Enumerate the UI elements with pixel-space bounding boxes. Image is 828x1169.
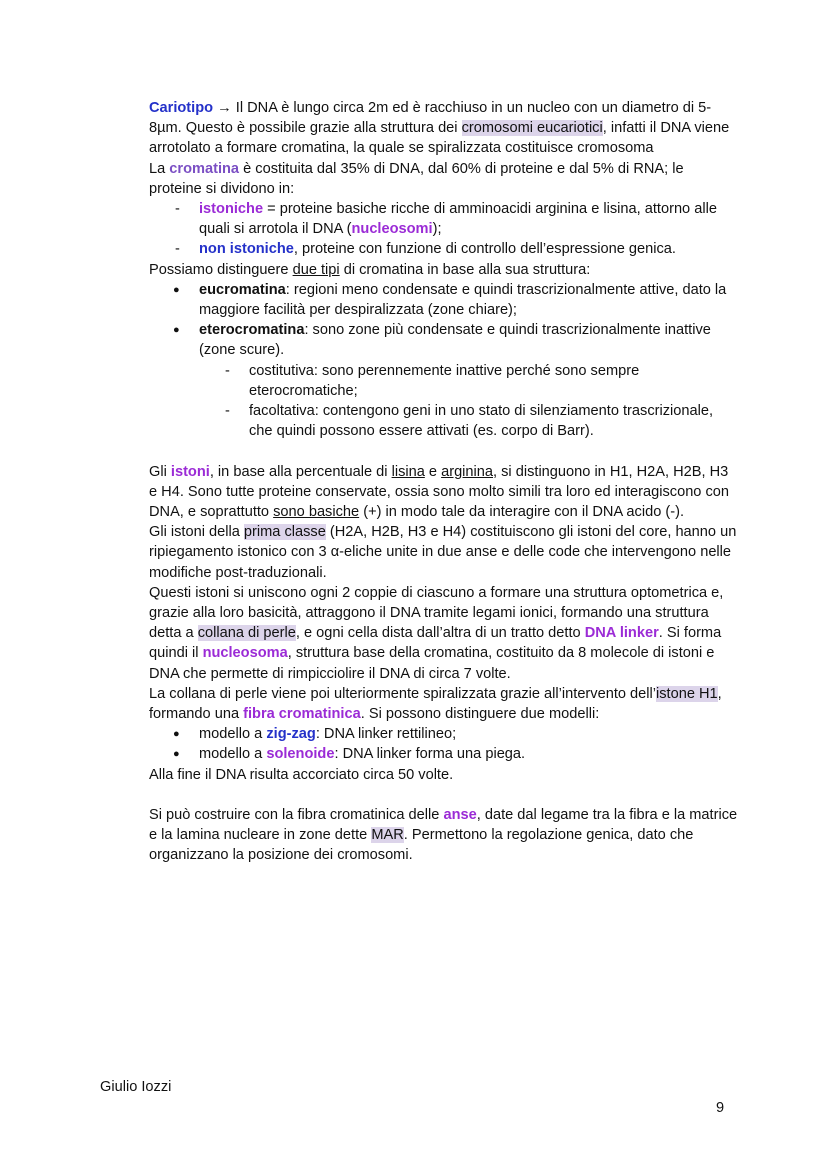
blank-line xyxy=(149,785,739,805)
text-span: . Si forma quindi il xyxy=(149,625,722,662)
term-non-istoniche: non istoniche xyxy=(199,241,294,258)
highlight-cromosomi: cromosomi eucariotici xyxy=(461,120,603,137)
text-span: , formando una xyxy=(149,685,722,723)
text-span: : DNA linker rettilineo; xyxy=(315,726,457,743)
paragraph-istoni xyxy=(149,462,739,523)
models-list xyxy=(149,724,739,764)
footer-author: Giulio Iozzi xyxy=(100,1079,172,1095)
paragraph-tipi xyxy=(149,260,739,280)
text-span: modello a xyxy=(199,726,263,743)
list-item-eucromatina xyxy=(149,280,739,320)
text-span: , proteine con funzione di controllo dell’espressione genica. xyxy=(293,241,676,258)
underline-arginina: arginina xyxy=(441,463,494,480)
highlight-collana-di-perle: collana di perle xyxy=(197,625,296,642)
underline-basiche: sono basiche xyxy=(273,504,360,521)
text-span: ); xyxy=(432,221,442,238)
list-item-non-istoniche xyxy=(149,239,739,259)
text-span: , struttura base della cromatina, costituito da 8 molecole di istoni e DNA che permette di rimpicciolire il DNA di circa 7 volte. xyxy=(149,645,715,682)
list-item-zig-zag xyxy=(149,724,739,744)
term-nucleosoma: nucleosoma xyxy=(202,645,288,662)
term-cariotipo: Cariotipo xyxy=(149,100,214,116)
list-item-costitutiva: - costitutiva: sono perennemente inattive perché sono sempre eterocromatiche; xyxy=(149,361,739,401)
text-span: Si può costruire con la fibra cromatinica delle xyxy=(149,807,440,824)
paragraph-cromatina xyxy=(149,159,739,199)
text-span: , in base alla percentuale di xyxy=(209,463,388,480)
text-span: : regioni meno condensate e quindi trascrizionalmente attive, dato la maggiore facilità per despiralizzata (zone chiare); xyxy=(199,281,727,319)
underline-lisina: lisina xyxy=(391,463,425,480)
text-span: La collana di perle viene poi ulteriormente spiralizzata grazie all’intervento dell’ xyxy=(149,685,657,702)
highlight-prima-classe: prima classe xyxy=(243,524,326,541)
page-number: 9 xyxy=(716,1100,725,1116)
term-dna-linker: DNA linker xyxy=(584,625,659,642)
page-content xyxy=(149,98,739,866)
term-istoni: istoni xyxy=(170,463,210,480)
text-span: di cromatina in base alla sua struttura: xyxy=(343,261,591,278)
text-span: , e ogni cella dista dall’altra di un tratto detto xyxy=(295,625,581,642)
text-span: , date dal legame tra la fibra e la matrice e la lamina nucleare in zone dette xyxy=(149,807,738,844)
text-span: , infatti il DNA viene arrotolato a formare cromatina, la quale se spiralizzata costituisce cromosoma xyxy=(149,120,730,157)
term-zig-zag: zig-zag xyxy=(266,726,316,743)
term-nucleosomi: nucleosomi xyxy=(351,221,433,238)
list-item-solenoide xyxy=(149,744,739,764)
text-span: Possiamo distinguere xyxy=(149,261,289,278)
paragraph-anse xyxy=(149,805,739,866)
term-istoniche: istoniche xyxy=(199,201,264,218)
underline-due-tipi: due tipi xyxy=(292,261,340,278)
highlight-istone-h1: istone H1 xyxy=(656,685,718,702)
text-span: modello a xyxy=(199,746,263,763)
term-fibra-cromatinica: fibra cromatinica xyxy=(243,706,361,723)
paragraph-fibra xyxy=(149,684,739,724)
text-span: Gli xyxy=(149,463,167,480)
text-span: Questi istoni si uniscono ogni 2 coppie di ciascuno a formare una struttura optometrica e, grazie alla loro basicità, attraggono il DNA tramite legami ionici, formando una struttura detta a xyxy=(149,584,724,642)
term-eterocromatina: eterocromatina xyxy=(199,322,305,339)
text-span: e xyxy=(428,463,438,480)
text-span: . Si possono distinguere due modelli: xyxy=(360,706,600,723)
paragraph-collana xyxy=(149,583,739,684)
highlight-mar: MAR xyxy=(371,827,404,844)
text-span: Gli istoni della xyxy=(149,524,240,541)
arrow-symbol: → xyxy=(217,100,232,116)
text-span: : DNA linker forma una piega. xyxy=(334,746,526,763)
list-item-facoltativa: - facoltativa: contengono geni in uno stato di silenziamento trascrizionale, che quindi possono essere attivati (es. corpo di Barr). xyxy=(149,401,739,441)
text-span: è costituita dal 35% di DNA, dal 60% di proteine e dal 5% di RNA; le proteine si dividono in: xyxy=(149,160,684,197)
text-span: = proteine basiche ricche di amminoacidi arginina e lisina, attorno alle quali si arrotola il DNA ( xyxy=(199,201,717,238)
chromatin-types-list xyxy=(149,280,739,361)
term-eucromatina: eucromatina xyxy=(199,281,286,298)
blank-line xyxy=(149,441,739,461)
term-anse: anse xyxy=(443,807,477,824)
text-span: (H2A, H2B, H3 e H4) costituiscono gli istoni del core, hanno un ripiegamento istonico con 3 α-eliche unite in due anse e delle code che intervengono nelle modifiche post-traduzionali. xyxy=(149,524,737,581)
list-item-istoniche xyxy=(149,199,739,239)
paragraph-prima-classe xyxy=(149,522,739,583)
text-span: La xyxy=(149,160,166,177)
term-cromatina: cromatina xyxy=(169,160,240,177)
text-span: : sono zone più condensate e quindi trascrizionalmente inattive (zone scure). xyxy=(199,322,711,359)
text-span: Il DNA è lungo circa 2m ed è racchiuso in un nucleo con un diametro di 5-8µm. Questo è possibile grazie alla struttura dei xyxy=(149,100,712,137)
text-span: , si distinguono in H1, H2A, H2B, H3 e H4. Sono tutte proteine conservate, ossia sono molto simili tra loro ed interagiscono con DNA, e soprattutto xyxy=(149,463,730,521)
text-span: . Permettono la regolazione genica, dato che organizzano la posizione dei cromosomi. xyxy=(149,827,694,864)
term-solenoide: solenoide xyxy=(266,746,335,763)
protein-list xyxy=(149,199,739,260)
text-span: (+) in modo tale da interagire con il DNA acido (-). xyxy=(363,504,685,521)
heterochromatin-sublist xyxy=(149,361,739,442)
paragraph-cariotipo xyxy=(149,98,739,159)
paragraph-accorciato: Alla fine il DNA risulta accorciato circa 50 volte. xyxy=(149,766,454,783)
list-item-eterocromatina xyxy=(149,320,739,360)
